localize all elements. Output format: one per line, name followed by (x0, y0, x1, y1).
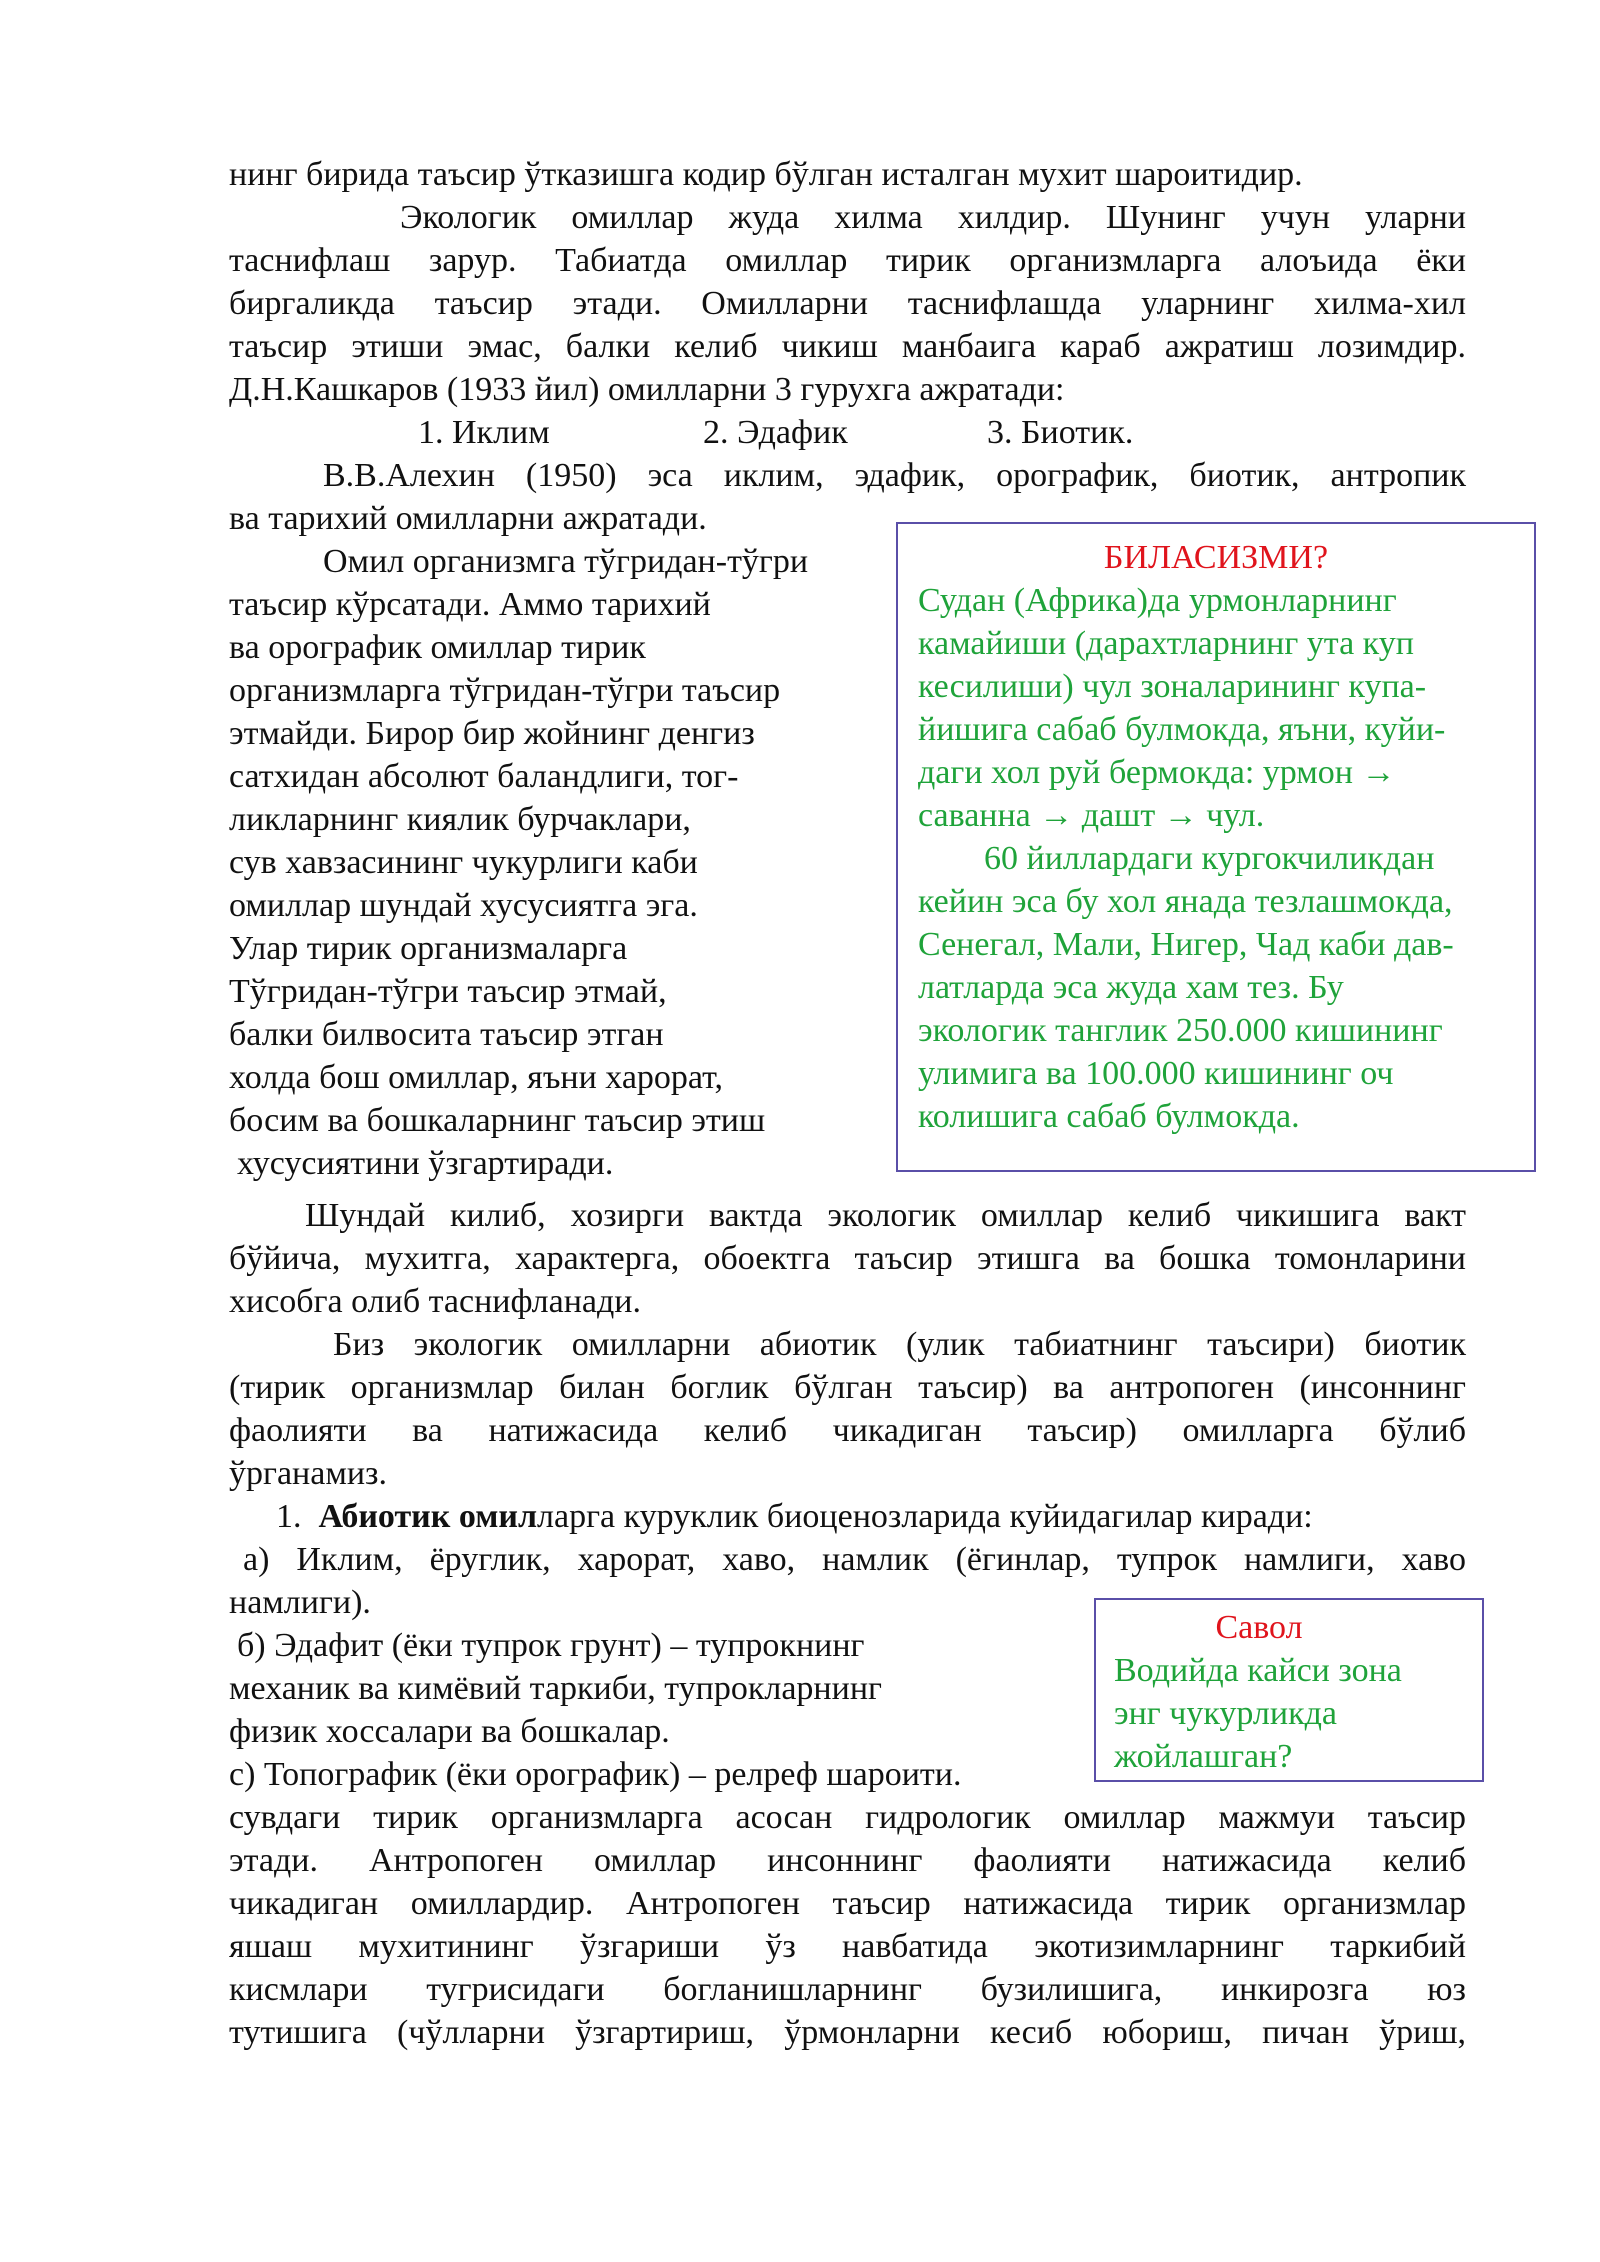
list-item-biotic: 3. Биотик. (987, 414, 1134, 451)
text-line: Экологик омиллар жуда хилма хилдир. Шунинг учун уларни (400, 199, 1466, 236)
list-number: 1. (276, 1498, 302, 1535)
abiotic-term: Абиотик омил (318, 1498, 538, 1535)
box-text-line: Сенегал, Мали, Нигер, Чад каби дав- (918, 926, 1454, 963)
text-line: физик хоссалари ва бошкалар. (229, 1713, 670, 1750)
text-line: хисобга олиб таснифланади. (229, 1283, 642, 1320)
text-line: механик ва кимёвий таркиби, тупрокларнинг (229, 1670, 882, 1707)
text-line: ликларнинг киялик бурчаклари, (229, 801, 691, 838)
text-line: намлиги). (229, 1584, 371, 1621)
text-line: сув хавзасининг чукурлиги каби (229, 844, 698, 881)
text-line: ўрганамиз. (229, 1455, 387, 1492)
abiotic-rest: ларга куруклик биоценозларида куйидагилар киради: (537, 1498, 1313, 1535)
text-line: б) Эдафит (ёки тупрок грунт) – тупрокнинг (237, 1627, 865, 1664)
text-line: фаолияти ва натижасида келиб чикадиган таъсир) омилларга бўлиб (229, 1412, 1466, 1449)
abiotic-heading-line (276, 1495, 1466, 1538)
text-line: организмларга тўгридан-тўгри таъсир (229, 672, 781, 709)
text-line: босим ва бошкаларнинг таъсир этиш (229, 1102, 766, 1139)
text-line: нинг бирида таъсир ўтказишга кодир бўлган исталган мухит шароитидир. (229, 156, 1303, 193)
question-title: Савол (1215, 1609, 1303, 1646)
box-text-line: кейин эса бу хол янада тезлашмокда, (918, 883, 1453, 920)
text-line: кисмлари тугрисидаги богланишларнинг бузилишига, инкирозга юз (229, 1971, 1466, 2008)
question-box (1094, 1598, 1484, 1782)
box-text-line: 60 йиллардаги кургокчиликдан (984, 840, 1435, 877)
text-line: этади. Антропоген омиллар инсоннинг фаолияти натижасида келиб (229, 1842, 1466, 1879)
did-you-know-title: БИЛАСИЗМИ? (1103, 539, 1329, 576)
text-line: тутишига (чўлларни ўзгартириш, ўрмонларни кесиб юбориш, пичан ўриш, (229, 2014, 1466, 2051)
box-text-line: кесилиши) чул зоналарининг купа- (918, 668, 1427, 705)
box-text-line: улимига ва 100.000 кишининг оч (918, 1055, 1394, 1092)
question-line: Водийда кайси зона (1114, 1652, 1402, 1689)
text-line: сатхидан абсолют баландлиги, тог- (229, 758, 739, 795)
text-line: ва тарихий омилларни ажратади. (229, 500, 707, 537)
text-line: бўйича, мухитга, характерга, обоектга таъсир этишга ва бошка томонларини (229, 1240, 1466, 1277)
box-text-line: латларда эса жуда хам тез. Бу (918, 969, 1344, 1006)
text-line: этмайди. Бирор бир жойнинг денгиз (229, 715, 755, 752)
text-line: (тирик организмлар билан боглик бўлган таъсир) ва антропоген (инсоннинг (229, 1369, 1466, 1406)
text-line: В.В.Алехин (1950) эса иклим, эдафик, орографик, биотик, антропик (323, 457, 1466, 494)
box-text-line: даги хол руй бермокда: урмон → (918, 754, 1396, 791)
list-item-edaphic: 2. Эдафик (703, 414, 848, 451)
text-line: таъсир кўрсатади. Аммо тарихий (229, 586, 711, 623)
text-line: Тўгридан-тўгри таъсир этмай, (229, 973, 667, 1010)
box-text-line: экологик танглик 250.000 кишининг (918, 1012, 1443, 1049)
text-line: ва орографик омиллар тирик (229, 629, 646, 666)
box-text-line: колишига сабаб булмокда. (918, 1098, 1300, 1135)
text-line: таъсир этиши эмас, балки келиб чикиш манбаига караб ажратиш лозимдир. (229, 328, 1466, 365)
box-text-line: йишига сабаб булмокда, яъни, куйи- (918, 711, 1446, 748)
box-text-line: саванна → дашт → чул. (918, 797, 1265, 834)
text-line: Омил организмга тўгридан-тўгри (323, 543, 809, 580)
text-line: омиллар шундай хусусиятга эга. (229, 887, 698, 924)
text-line: Шундай килиб, хозирги вактда экологик омиллар келиб чикишига вакт (305, 1197, 1466, 1234)
text-line: Д.Н.Кашкаров (1933 йил) омилларни 3 гурухга ажратади: (229, 371, 1065, 408)
text-line: Улар тирик организмаларга (229, 930, 628, 967)
text-line: балки билвосита таъсир этган (229, 1016, 664, 1053)
did-you-know-box (896, 522, 1536, 1172)
box-text-line: Судан (Африка)да урмонларнинг (918, 582, 1397, 619)
text-line: биргаликда таъсир этади. Омилларни таснифлашда уларнинг хилма-хил (229, 285, 1466, 322)
text-line: таснифлаш зарур. Табиатда омиллар тирик организмларга алоъида ёки (229, 242, 1466, 279)
text-line: яшаш мухитининг ўзгариши ўз навбатида экотизимларнинг таркибий (229, 1928, 1466, 1965)
list-item-climate: 1. Иклим (418, 414, 550, 451)
text-line: сувдаги тирик организмларга асосан гидрологик омиллар мажмуи таъсир (229, 1799, 1466, 1836)
text-line: Биз экологик омилларни абиотик (улик табиатнинг таъсири) биотик (333, 1326, 1466, 1363)
text-line: хусусиятини ўзгартиради. (237, 1145, 614, 1182)
box-text-line: камайиши (дарахтларнинг ута куп (918, 625, 1414, 662)
question-line: жойлашган? (1114, 1738, 1293, 1775)
text-line: а) Иклим, ёруглик, харорат, хаво, намлик (ёгинлар, тупрок намлиги, хаво (243, 1541, 1466, 1578)
text-line: холда бош омиллар, яъни харорат, (229, 1059, 723, 1096)
question-line: энг чукурликда (1114, 1695, 1337, 1732)
text-line: чикадиган омиллардир. Антропоген таъсир натижасида тирик организмлар (229, 1885, 1466, 1922)
text-line: с) Топографик (ёки орографик) – релреф шароити. (229, 1756, 962, 1793)
